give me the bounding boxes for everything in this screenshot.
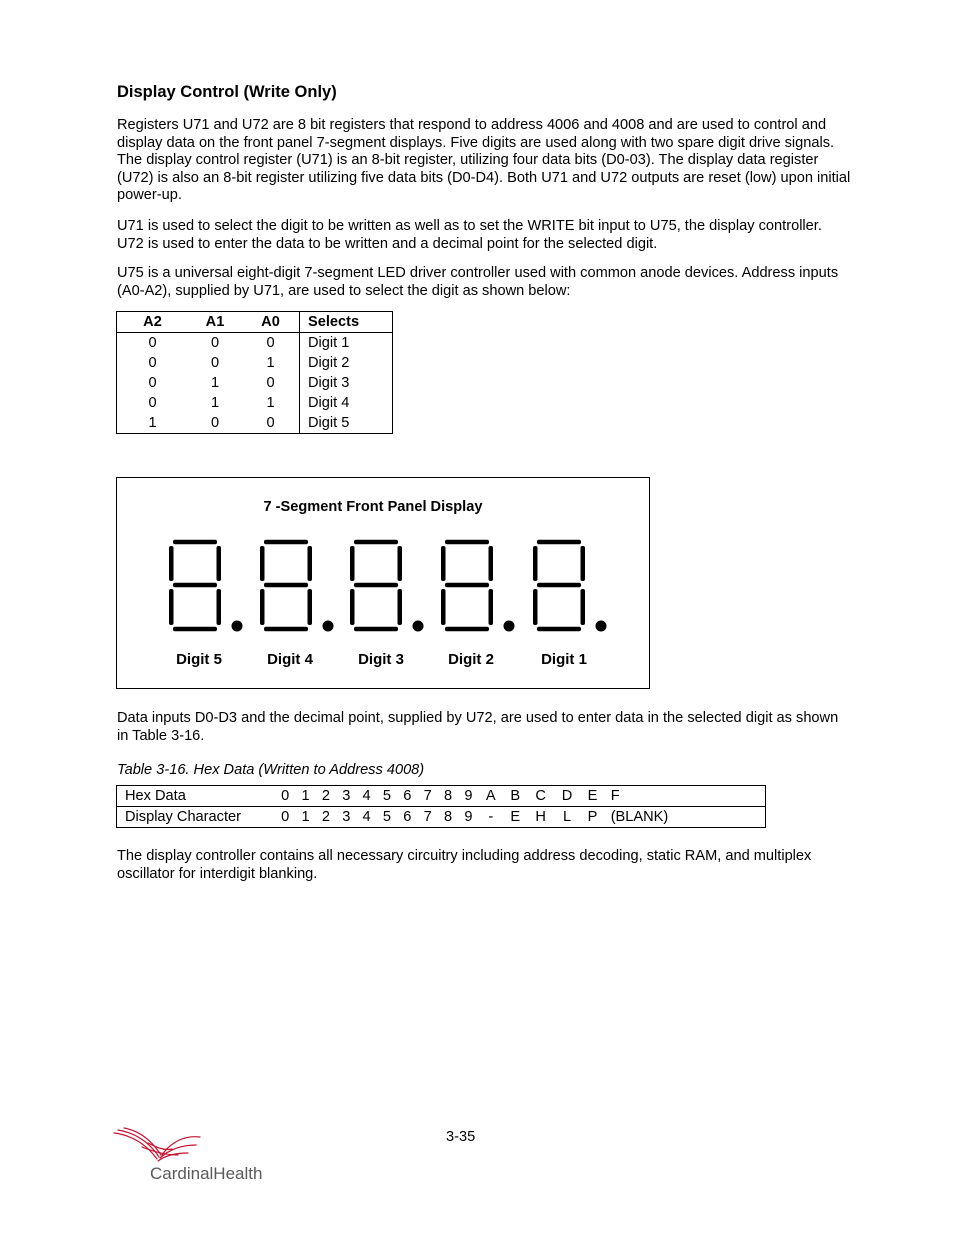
table-cell: 0 [148,335,157,351]
digit-segment [173,583,217,588]
hex-cell: 3 [336,786,356,807]
char-cell: 4 [362,809,371,825]
hex-data-row [117,786,766,807]
char-cell: 2 [321,809,330,825]
char-cell: - [488,809,494,825]
digit-segment [445,540,489,545]
digit-segment [173,627,217,632]
hex-cell: A [479,786,503,807]
display-character-row [117,807,766,828]
table-row [117,353,393,373]
decimal-point [413,621,424,632]
digit-segment [537,627,581,632]
table-cell: 0 [148,375,157,391]
table-cell: Digit 2 [300,353,393,373]
digit-5-label: Digit 5 [176,651,222,668]
header-a0: A0 [242,312,300,333]
digit-segment [533,546,538,581]
char-cell: 1 [301,809,310,825]
char-cell: 7 [423,809,432,825]
hex-cell: 2 [316,786,336,807]
table-cell: Digit 5 [300,413,393,434]
char-cell: E [510,809,521,825]
digit-segment [264,540,308,545]
digit-segment [260,546,265,581]
paragraph-u75: U75 is a universal eight-digit 7-segment LED driver controller used with common anode devices. Address inputs (A0-A2), supplied by U71, are used to select the digit as shown below: [117,265,839,299]
table-cell: 0 [266,415,275,431]
digit-segment [445,627,489,632]
hex-data-table [116,785,766,828]
table-row [117,373,393,393]
address-select-table [116,311,393,434]
hex-cell: 6 [397,786,417,807]
digit-segment [537,583,581,588]
table-row [117,333,393,354]
digit-4-label: Digit 4 [267,651,313,668]
digit-segment [217,546,222,581]
header-selects: Selects [300,312,393,333]
table-caption: Table 3-16. Hex Data (Written to Address 4008) [117,762,425,778]
digit-segment [581,546,586,581]
digit-segment [354,627,398,632]
table-cell: 1 [148,415,157,431]
table-cell: 0 [148,355,157,371]
digit-3-label: Digit 3 [358,651,404,668]
digit-segment [260,589,265,625]
hex-cell: 8 [438,786,458,807]
table-cell: 0 [210,335,220,351]
digit-segment [173,540,217,545]
digit-segment [445,583,489,588]
digit-segment [489,546,494,581]
digit-segment [350,589,355,625]
char-cell: 8 [443,809,453,825]
hex-cell: 5 [377,786,397,807]
digit-segment [398,589,403,625]
hex-cell: 1 [295,786,315,807]
table-cell: 1 [210,375,220,391]
hex-cell: E [580,786,604,807]
table-cell: 1 [266,395,275,411]
seven-segment-digits [117,478,649,688]
table-cell: 0 [210,415,220,431]
digit-segment [169,546,174,581]
digit-segment [537,540,581,545]
digit-segment [354,583,398,588]
row-label-display-character: Display Character [125,809,241,825]
hex-cell: B [503,786,527,807]
seven-segment-figure [116,477,650,689]
digit-segment [350,546,355,581]
table-cell: 1 [210,395,220,411]
digit-segment [264,627,308,632]
paragraph-data-inputs: Data inputs D0-D3 and the decimal point, supplied by U72, are used to enter data in the selected digit as shown in Table 3-16. [117,710,839,744]
char-cell: 6 [403,809,412,825]
digit-1-label: Digit 1 [541,651,587,668]
table-cell: 0 [266,375,275,391]
digit-segment [308,546,313,581]
table-cell: Digit 3 [300,373,393,393]
page-number: 3-35 [446,1129,476,1145]
logo-wordmark: CardinalHealth [150,1164,263,1183]
decimal-point [596,621,607,632]
char-cell: 5 [382,809,392,825]
paragraph-controller: The display controller contains all necessary circuitry including address decoding, static RAM, and multiplex oscillator for interdigit blanking. [117,848,812,882]
digits-group [169,540,607,632]
table-row [117,413,393,434]
char-cell: (BLANK) [610,809,669,825]
paragraph-registers: Registers U71 and U72 are 8 bit registers that respond to address 4006 and 4008 and are used to control and display data on the front panel 7-segment displays. Five digits are used along with two spare digit drive signals. The display control register (U71) is an 8-bit register, utilizing four data bits (D0-03). The display data register (U72) is also an 8-bit register utilizing five data bits (D0-D4). Both U71 and U72 outputs are reset (low) upon initial power-up. [117,117,851,204]
table-cell: 0 [148,395,157,411]
table-row [117,393,393,413]
row-label-hex-data: Hex Data [117,786,276,807]
paragraph-u71: U71 is used to select the digit to be written as well as to set the WRITE bit input to U75, the display controller. U72 is used to enter the data to be written and a decimal point for the selected digit. [117,218,822,252]
char-cell: 9 [464,809,473,825]
address-table-header-row [117,312,393,333]
hex-cell: F [605,786,766,807]
char-cell: L [563,809,572,825]
char-cell: H [535,809,546,825]
table-cell: Digit 1 [300,333,393,354]
decimal-point [504,621,515,632]
hex-cell: D [554,786,580,807]
digit-segment [441,589,446,625]
hex-cell: C [527,786,553,807]
digit-segment [398,546,403,581]
digit-segment [533,589,538,625]
table-cell: 0 [266,335,275,351]
digit-segment [169,589,174,625]
figure-title: 7 -Segment Front Panel Display [263,499,483,515]
hex-cell: 7 [418,786,438,807]
section-heading: Display Control (Write Only) [117,83,337,101]
decimal-point [323,621,334,632]
header-a2: A2 [117,312,189,333]
table-cell: 0 [210,355,220,371]
char-cell: 3 [342,809,351,825]
hex-cell: 9 [458,786,478,807]
hex-cell: 4 [356,786,376,807]
cardinal-health-logo [112,1125,272,1191]
char-cell: 0 [281,809,290,825]
decimal-point [232,621,243,632]
digit-2-label: Digit 2 [448,651,494,668]
table-cell: Digit 4 [300,393,393,413]
digit-segment [441,546,446,581]
digit-segment [354,540,398,545]
cardinal-logo-icon [112,1125,272,1185]
char-cell: P [587,809,598,825]
digit-segment [581,589,586,625]
table-cell: 1 [266,355,275,371]
digit-segment [308,589,313,625]
digit-segment [489,589,494,625]
digit-segment [264,583,308,588]
digit-segment [217,589,222,625]
hex-cell: 0 [275,786,295,807]
header-a1: A1 [188,312,242,333]
